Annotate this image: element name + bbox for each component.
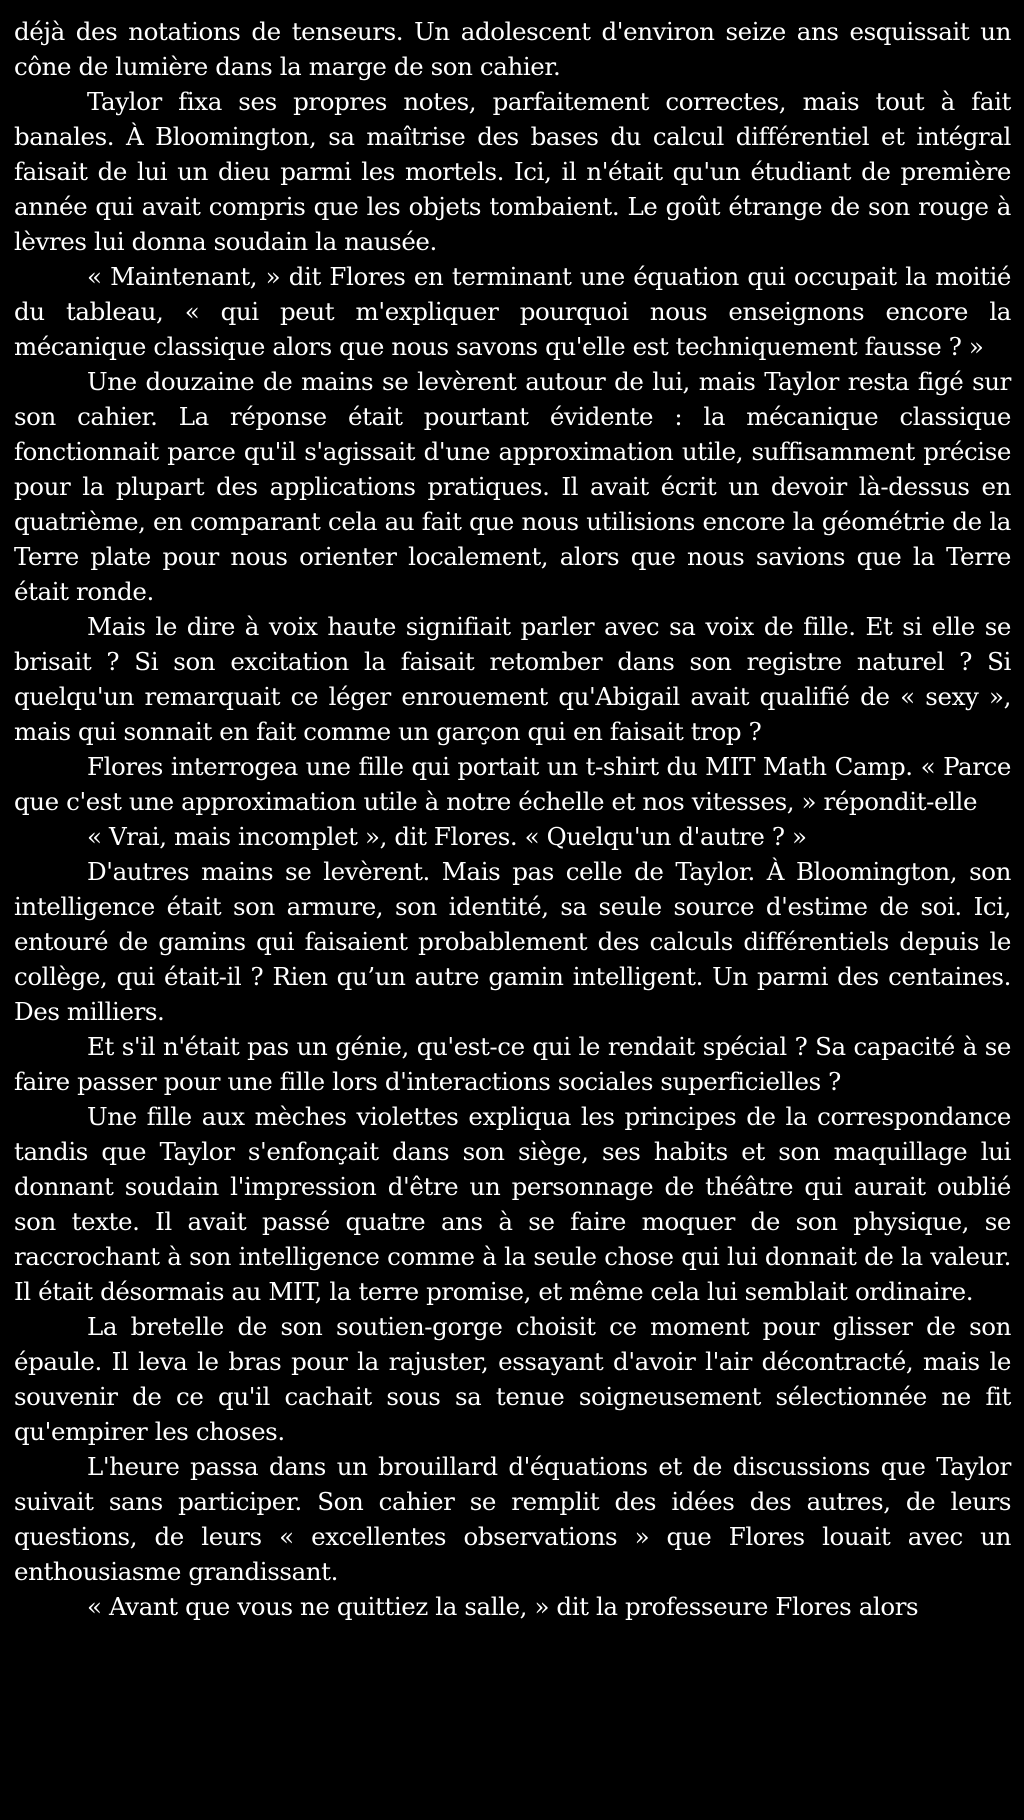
paragraph: « Avant que vous ne quittiez la salle, » dit la professeure Flores alors [87,1592,919,1621]
paragraph: La bretelle de son soutien-gorge choisit ce moment pour glisser de son épaule. Il leva le bras pour la rajuster, essayant d'avoir l'air décontracté, mais le souvenir de ce qu'il cachait sous sa tenue soigneusement sélectionnée ne fit qu'empirer les choses. [14,1312,1011,1446]
paragraph: déjà des notations de tenseurs. Un adolescent d'environ seize ans esquissait un cône de lumière dans la marge de son cahier. [14,17,1011,81]
paragraph: « Maintenant, » dit Flores en terminant une équation qui occupait la moitié du tableau, « qui peut m'expliquer pourquoi nous enseignons encore la mécanique classique alors que nous savons qu'elle est techniquement fausse ? » [14,262,1011,361]
paragraph: Une douzaine de mains se levèrent autour de lui, mais Taylor resta figé sur son cahier. La réponse était pourtant évidente : la mécanique classique fonctionnait parce qu'il s'agissait d'une approximation utile, suffisamment précise pour la plupart des applications pratiques. Il avait écrit un devoir là-dessus en quatrième, en comparant cela au fait que nous utilisions encore la géométrie de la Terre plate pour nous orienter localement, alors que nous savions que la Terre était ronde. [14,367,1011,606]
paragraph: Flores interrogea une fille qui portait un t-shirt du MIT Math Camp. « Parce que c'est une approximation utile à notre échelle et nos vitesses, » répondit-elle [14,752,1011,816]
paragraph: D'autres mains se levèrent. Mais pas celle de Taylor. À Bloomington, son intelligence était son armure, son identité, sa seule source d'estime de soi. Ici, entouré de gamins qui faisaient probablement des calculs différentiels depuis le collège, qui était-il ? Rien qu’un autre gamin intelligent. Un parmi des centaines. Des milliers. [14,857,1011,1026]
document-body [14,14,1011,1624]
paragraph: Mais le dire à voix haute signifiait parler avec sa voix de fille. Et si elle se brisait ? Si son excitation la faisait retomber dans son registre naturel ? Si quelqu'un remarquait ce léger enrouement qu'Abigail avait qualifié de « sexy », mais qui sonnait en fait comme un garçon qui en faisait trop ? [14,612,1011,746]
paragraph: Une fille aux mèches violettes expliqua les principes de la correspondance tandis que Taylor s'enfonçait dans son siège, ses habits et son maquillage lui donnant soudain l'impression d'être un personnage de théâtre qui aurait oublié son texte. Il avait passé quatre ans à se faire moquer de son physique, se raccrochant à son intelligence comme à la seule chose qui lui donnait de la valeur. Il était désormais au MIT, la terre promise, et même cela lui semblait ordinaire. [14,1102,1011,1306]
paragraph: Et s'il n'était pas un génie, qu'est-ce qui le rendait spécial ? Sa capacité à se faire passer pour une fille lors d'interactions sociales superficielles ? [14,1032,1011,1096]
paragraph: Taylor fixa ses propres notes, parfaitement correctes, mais tout à fait banales. À Bloomington, sa maîtrise des bases du calcul différentiel et intégral faisait de lui un dieu parmi les mortels. Ici, il n'était qu'un étudiant de première année qui avait compris que les objets tombaient. Le goût étrange de son rouge à lèvres lui donna soudain la nausée. [14,87,1011,256]
paragraph: L'heure passa dans un brouillard d'équations et de discussions que Taylor suivait sans participer. Son cahier se remplit des idées des autres, de leurs questions, de leurs « excellentes observations » que Flores louait avec un enthousiasme grandissant. [14,1452,1011,1586]
paragraph: « Vrai, mais incomplet », dit Flores. « Quelqu'un d'autre ? » [87,822,807,851]
